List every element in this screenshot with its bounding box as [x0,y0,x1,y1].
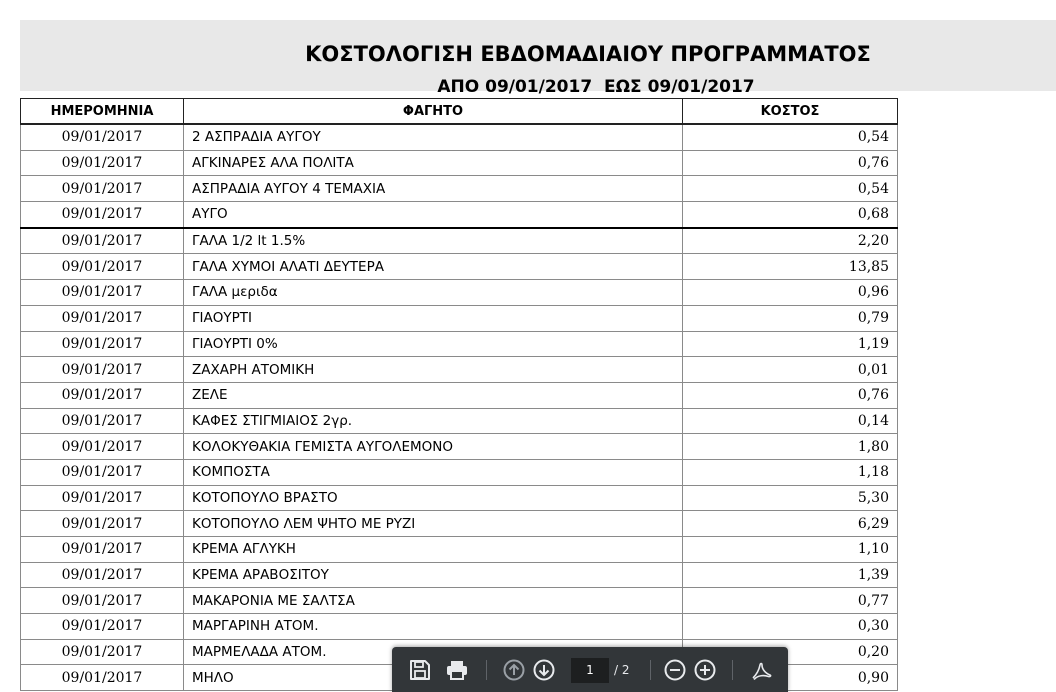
food-cell: ΚΟΤΟΠΟΥΛΟ ΛΕΜ ΨΗΤΟ ΜΕ ΡΥΖΙ [184,511,683,537]
table-row [21,176,898,202]
date-cell: 09/01/2017 [21,588,184,614]
food-cell: ΚΑΦΕΣ ΣΤΙΓΜΙΑΙΟΣ 2γρ. [184,408,683,434]
cost-cell: 0,54 [683,124,898,150]
food-cell: ΓΙΑΟΥΡΤΙ 0% [184,331,683,357]
food-cell: ΚΡΕΜΑ ΑΓΛΥΚΗ [184,537,683,563]
toolbar-separator [650,660,651,680]
food-cell: ΓΑΛΑ 1/2 lt 1.5% [184,228,683,254]
food-cell: ΑΥΓΟ [184,202,683,228]
date-cell: 09/01/2017 [21,228,184,254]
column-header-cost: ΚΟΣΤΟΣ [683,99,898,125]
report-header [20,20,1056,97]
date-cell: 09/01/2017 [21,280,184,306]
cost-cell: 6,29 [683,511,898,537]
date-cell: 09/01/2017 [21,305,184,331]
food-cell: ΖΕΛΕ [184,382,683,408]
cost-cell: 0,76 [683,382,898,408]
date-cell: 09/01/2017 [21,511,184,537]
date-cell: 09/01/2017 [21,254,184,280]
zoom-out-icon[interactable] [663,658,687,682]
column-header-food: ΦΑΓΗΤΟ [184,99,683,125]
food-cell: ΓΑΛΑ ΧΥΜΟΙ ΑΛΑΤΙ ΔΕΥΤΕΡΑ [184,254,683,280]
table-row [21,408,898,434]
food-cell: ΑΣΠΡΑΔΙΑ ΑΥΓΟΥ 4 ΤΕΜΑΧΙΑ [184,176,683,202]
date-cell: 09/01/2017 [21,357,184,383]
table-row [21,150,898,176]
cost-cell: 0,96 [683,280,898,306]
date-cell: 09/01/2017 [21,176,184,202]
table-row [21,614,898,640]
food-cell: ΚΟΛΟΚΥΘΑΚΙΑ ΓΕΜΙΣΤΑ ΑΥΓΟΛΕΜΟΝΟ [184,434,683,460]
food-cell: ΜΑΚΑΡΟΝΙΑ ΜΕ ΣΑΛΤΣΑ [184,588,683,614]
table-row [21,537,898,563]
cost-cell: 0,20 [683,639,898,665]
cost-cell: 13,85 [683,254,898,280]
table-header-row [21,99,898,125]
date-cell: 09/01/2017 [21,382,184,408]
cost-cell: 0,77 [683,588,898,614]
pdf-viewer-toolbar [392,647,788,692]
cost-cell: 0,76 [683,150,898,176]
page-total: / 2 [614,663,630,677]
food-cell: 2 ΑΣΠΡΑΔΙΑ ΑΥΓΟΥ [184,124,683,150]
cost-cell: 0,54 [683,176,898,202]
date-cell: 09/01/2017 [21,202,184,228]
food-cell: ΚΟΜΠΟΣΤΑ [184,459,683,485]
table-row [21,280,898,306]
date-cell: 09/01/2017 [21,614,184,640]
page-up-icon[interactable] [502,658,526,682]
date-cell: 09/01/2017 [21,485,184,511]
cost-cell: 0,79 [683,305,898,331]
food-cell: ΓΙΑΟΥΡΤΙ [184,305,683,331]
date-cell: 09/01/2017 [21,331,184,357]
food-cell: ΜΑΡΓΑΡΙΝΗ ΑΤΟΜ. [184,614,683,640]
cost-cell: 0,01 [683,357,898,383]
cost-table [20,98,898,691]
date-cell: 09/01/2017 [21,434,184,460]
date-cell: 09/01/2017 [21,537,184,563]
cost-cell: 5,30 [683,485,898,511]
column-header-date: ΗΜΕΡΟΜΗΝΙΑ [21,99,184,125]
date-cell: 09/01/2017 [21,562,184,588]
table-row [21,124,898,150]
pdf-icon[interactable] [749,658,773,682]
report-date-range: ΑΠΟ 09/01/2017 ΕΩΣ 09/01/2017 [437,77,755,97]
toolbar-separator [486,660,487,680]
cost-cell: 0,68 [683,202,898,228]
food-cell: ΚΟΤΟΠΟΥΛΟ ΒΡΑΣΤΟ [184,485,683,511]
table-row [21,382,898,408]
date-cell: 09/01/2017 [21,150,184,176]
food-cell: ΑΓΚΙΝΑΡΕΣ ΑΛΑ ΠΟΛΙΤΑ [184,150,683,176]
cost-cell: 0,90 [683,665,898,691]
food-cell: ΚΡΕΜΑ ΑΡΑΒΟΣΙΤΟΥ [184,562,683,588]
food-cell: ΖΑΧΑΡΗ ΑΤΟΜΙΚΗ [184,357,683,383]
page-down-icon[interactable] [532,658,556,682]
report-title: ΚΟΣΤΟΛΟΓΙΣΗ ΕΒΔΟΜΑΔΙΑΙΟΥ ΠΡΟΓΡΑΜΜΑΤΟΣ [305,42,871,66]
table-row [21,485,898,511]
date-cell: 09/01/2017 [21,639,184,665]
print-icon[interactable] [445,658,469,682]
cost-cell: 0,14 [683,408,898,434]
zoom-in-icon[interactable] [693,658,717,682]
food-cell: ΜΗΛΟ [184,665,683,691]
food-cell: ΜΑΡΜΕΛΑΔΑ ΑΤΟΜ. [184,639,683,665]
table-row [21,202,898,228]
cost-cell: 1,80 [683,434,898,460]
cost-cell: 1,10 [683,537,898,563]
table-row [21,228,898,254]
date-cell: 09/01/2017 [21,665,184,691]
save-icon[interactable] [408,658,432,682]
toolbar-separator [732,660,733,680]
food-cell: ΓΑΛΑ μεριδα [184,280,683,306]
table-row [21,254,898,280]
date-cell: 09/01/2017 [21,459,184,485]
table-row [21,562,898,588]
table-row [21,305,898,331]
table-row [21,434,898,460]
cost-cell: 1,19 [683,331,898,357]
date-cell: 09/01/2017 [21,408,184,434]
cost-cell: 0,30 [683,614,898,640]
cost-cell: 1,39 [683,562,898,588]
table-row [21,511,898,537]
table-row [21,331,898,357]
table-row [21,588,898,614]
page-number-input[interactable]: 1 [571,658,609,683]
cost-cell: 2,20 [683,228,898,254]
cost-cell: 1,18 [683,459,898,485]
table-row [21,459,898,485]
table-row [21,357,898,383]
date-cell: 09/01/2017 [21,124,184,150]
table-body [21,124,898,691]
